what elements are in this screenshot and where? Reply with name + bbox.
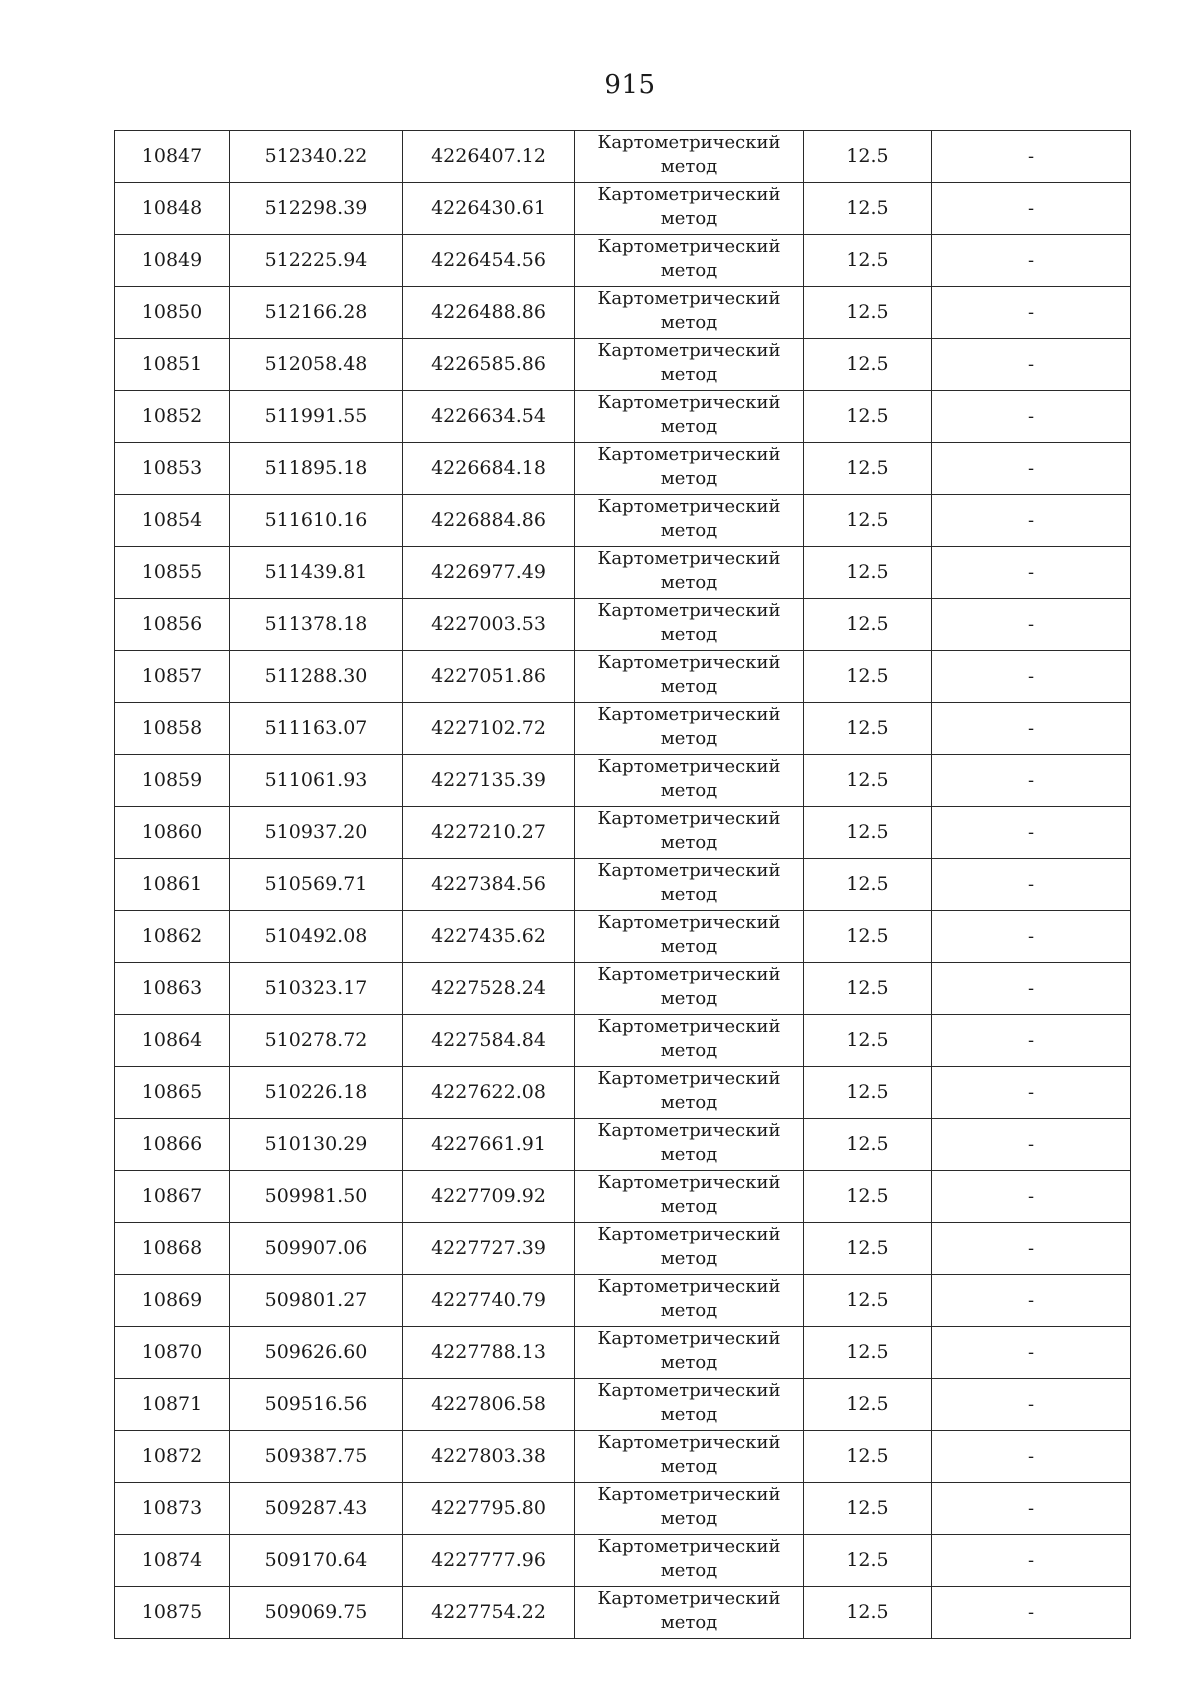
accuracy-cell: 12.5 (804, 755, 932, 807)
point-number-cell: 10849 (115, 235, 230, 287)
point-number-cell: 10866 (115, 1119, 230, 1171)
y-coordinate-cell: 4226488.86 (403, 287, 575, 339)
note-cell: - (932, 807, 1131, 859)
method-line-1: Картометрический (597, 392, 781, 413)
method-line-1: Картометрический (597, 1172, 781, 1193)
note-cell: - (932, 443, 1131, 495)
point-number-cell: 10858 (115, 703, 230, 755)
y-coordinate-cell: 4227661.91 (403, 1119, 575, 1171)
accuracy-cell: 12.5 (804, 235, 932, 287)
accuracy-cell: 12.5 (804, 651, 932, 703)
x-coordinate-cell: 509626.60 (230, 1327, 403, 1379)
x-coordinate-cell: 509801.27 (230, 1275, 403, 1327)
x-coordinate-cell: 512166.28 (230, 287, 403, 339)
table-row (115, 1327, 1131, 1379)
method-line-2: метод (660, 1040, 718, 1061)
x-coordinate-cell: 511163.07 (230, 703, 403, 755)
method-line-1: Картометрический (597, 548, 781, 569)
method-line-2: метод (660, 832, 718, 853)
note-cell: - (932, 1379, 1131, 1431)
method-line-2: метод (660, 1144, 718, 1165)
note-cell: - (932, 1223, 1131, 1275)
table-row (115, 1119, 1131, 1171)
x-coordinate-cell: 511610.16 (230, 495, 403, 547)
method-line-2: метод (660, 1612, 718, 1633)
table-row (115, 547, 1131, 599)
method-line-1: Картометрический (597, 1432, 781, 1453)
method-line-2: метод (660, 1404, 718, 1425)
method-line-2: метод (660, 728, 718, 749)
method-line-2: метод (660, 1456, 718, 1477)
note-cell: - (932, 183, 1131, 235)
accuracy-cell: 12.5 (804, 1535, 932, 1587)
table-row (115, 651, 1131, 703)
y-coordinate-cell: 4226585.86 (403, 339, 575, 391)
coordinates-table-body (115, 131, 1131, 1639)
note-cell: - (932, 599, 1131, 651)
note-cell: - (932, 1119, 1131, 1171)
note-cell: - (932, 339, 1131, 391)
method-cell (575, 391, 804, 443)
point-number-cell: 10874 (115, 1535, 230, 1587)
y-coordinate-cell: 4227754.22 (403, 1587, 575, 1639)
table-row (115, 807, 1131, 859)
method-line-2: метод (660, 260, 718, 281)
table-row (115, 183, 1131, 235)
accuracy-cell: 12.5 (804, 547, 932, 599)
note-cell: - (932, 1171, 1131, 1223)
accuracy-cell: 12.5 (804, 963, 932, 1015)
x-coordinate-cell: 511061.93 (230, 755, 403, 807)
accuracy-cell: 12.5 (804, 339, 932, 391)
method-line-1: Картометрический (597, 652, 781, 673)
method-line-2: метод (660, 1248, 718, 1269)
point-number-cell: 10872 (115, 1431, 230, 1483)
accuracy-cell: 12.5 (804, 807, 932, 859)
table-row (115, 1223, 1131, 1275)
table-row (115, 963, 1131, 1015)
note-cell: - (932, 391, 1131, 443)
note-cell: - (932, 1483, 1131, 1535)
accuracy-cell: 12.5 (804, 1431, 932, 1483)
method-line-2: метод (660, 520, 718, 541)
accuracy-cell: 12.5 (804, 703, 932, 755)
x-coordinate-cell: 510492.08 (230, 911, 403, 963)
y-coordinate-cell: 4227709.92 (403, 1171, 575, 1223)
point-number-cell: 10859 (115, 755, 230, 807)
accuracy-cell: 12.5 (804, 1587, 932, 1639)
x-coordinate-cell: 512058.48 (230, 339, 403, 391)
table-row (115, 1431, 1131, 1483)
table-row (115, 235, 1131, 287)
method-line-2: метод (660, 572, 718, 593)
method-cell (575, 1327, 804, 1379)
accuracy-cell: 12.5 (804, 859, 932, 911)
point-number-cell: 10868 (115, 1223, 230, 1275)
method-line-1: Картометрический (597, 600, 781, 621)
table-row (115, 1587, 1131, 1639)
point-number-cell: 10870 (115, 1327, 230, 1379)
method-cell (575, 1587, 804, 1639)
method-line-1: Картометрический (597, 912, 781, 933)
table-row (115, 703, 1131, 755)
note-cell: - (932, 287, 1131, 339)
note-cell: - (932, 911, 1131, 963)
point-number-cell: 10847 (115, 131, 230, 183)
point-number-cell: 10856 (115, 599, 230, 651)
x-coordinate-cell: 510569.71 (230, 859, 403, 911)
table-row (115, 1275, 1131, 1327)
method-cell (575, 443, 804, 495)
y-coordinate-cell: 4226407.12 (403, 131, 575, 183)
note-cell: - (932, 963, 1131, 1015)
table-row (115, 1379, 1131, 1431)
method-cell (575, 755, 804, 807)
method-line-2: метод (660, 1508, 718, 1529)
table-row (115, 1483, 1131, 1535)
note-cell: - (932, 651, 1131, 703)
x-coordinate-cell: 509170.64 (230, 1535, 403, 1587)
note-cell: - (932, 235, 1131, 287)
y-coordinate-cell: 4226430.61 (403, 183, 575, 235)
accuracy-cell: 12.5 (804, 1327, 932, 1379)
x-coordinate-cell: 509907.06 (230, 1223, 403, 1275)
x-coordinate-cell: 509287.43 (230, 1483, 403, 1535)
method-line-2: метод (660, 1300, 718, 1321)
table-row (115, 287, 1131, 339)
point-number-cell: 10864 (115, 1015, 230, 1067)
table-row (115, 1535, 1131, 1587)
point-number-cell: 10850 (115, 287, 230, 339)
note-cell: - (932, 1587, 1131, 1639)
y-coordinate-cell: 4227795.80 (403, 1483, 575, 1535)
note-cell: - (932, 1275, 1131, 1327)
method-cell (575, 1223, 804, 1275)
accuracy-cell: 12.5 (804, 443, 932, 495)
method-line-1: Картометрический (597, 1068, 781, 1089)
accuracy-cell: 12.5 (804, 183, 932, 235)
x-coordinate-cell: 512298.39 (230, 183, 403, 235)
note-cell: - (932, 1067, 1131, 1119)
method-line-1: Картометрический (597, 1120, 781, 1141)
method-cell (575, 339, 804, 391)
note-cell: - (932, 1327, 1131, 1379)
y-coordinate-cell: 4227788.13 (403, 1327, 575, 1379)
method-line-1: Картометрический (597, 704, 781, 725)
note-cell: - (932, 547, 1131, 599)
point-number-cell: 10853 (115, 443, 230, 495)
note-cell: - (932, 1431, 1131, 1483)
method-cell (575, 963, 804, 1015)
y-coordinate-cell: 4226977.49 (403, 547, 575, 599)
y-coordinate-cell: 4226884.86 (403, 495, 575, 547)
accuracy-cell: 12.5 (804, 1379, 932, 1431)
method-line-1: Картометрический (597, 1536, 781, 1557)
y-coordinate-cell: 4226454.56 (403, 235, 575, 287)
point-number-cell: 10875 (115, 1587, 230, 1639)
y-coordinate-cell: 4227584.84 (403, 1015, 575, 1067)
method-cell (575, 1275, 804, 1327)
method-line-2: метод (660, 312, 718, 333)
method-cell (575, 1379, 804, 1431)
method-cell (575, 651, 804, 703)
method-cell (575, 547, 804, 599)
method-cell (575, 1431, 804, 1483)
method-line-1: Картометрический (597, 1016, 781, 1037)
x-coordinate-cell: 511439.81 (230, 547, 403, 599)
method-line-2: метод (660, 884, 718, 905)
point-number-cell: 10867 (115, 1171, 230, 1223)
accuracy-cell: 12.5 (804, 1483, 932, 1535)
method-line-1: Картометрический (597, 1276, 781, 1297)
point-number-cell: 10857 (115, 651, 230, 703)
y-coordinate-cell: 4227622.08 (403, 1067, 575, 1119)
method-line-1: Картометрический (597, 756, 781, 777)
note-cell: - (932, 1015, 1131, 1067)
method-cell (575, 1015, 804, 1067)
point-number-cell: 10860 (115, 807, 230, 859)
y-coordinate-cell: 4227435.62 (403, 911, 575, 963)
accuracy-cell: 12.5 (804, 391, 932, 443)
point-number-cell: 10855 (115, 547, 230, 599)
accuracy-cell: 12.5 (804, 495, 932, 547)
x-coordinate-cell: 510278.72 (230, 1015, 403, 1067)
x-coordinate-cell: 510937.20 (230, 807, 403, 859)
accuracy-cell: 12.5 (804, 1171, 932, 1223)
method-cell (575, 235, 804, 287)
method-line-2: метод (660, 468, 718, 489)
table-row (115, 859, 1131, 911)
point-number-cell: 10852 (115, 391, 230, 443)
note-cell: - (932, 131, 1131, 183)
point-number-cell: 10871 (115, 1379, 230, 1431)
method-line-2: метод (660, 624, 718, 645)
method-cell (575, 599, 804, 651)
accuracy-cell: 12.5 (804, 1067, 932, 1119)
method-line-2: метод (660, 1092, 718, 1113)
accuracy-cell: 12.5 (804, 131, 932, 183)
method-line-1: Картометрический (597, 1328, 781, 1349)
point-number-cell: 10869 (115, 1275, 230, 1327)
method-cell (575, 1535, 804, 1587)
method-line-2: метод (660, 1196, 718, 1217)
note-cell: - (932, 703, 1131, 755)
accuracy-cell: 12.5 (804, 1275, 932, 1327)
method-line-1: Картометрический (597, 1224, 781, 1245)
point-number-cell: 10862 (115, 911, 230, 963)
table-row (115, 755, 1131, 807)
method-cell (575, 911, 804, 963)
method-cell (575, 1171, 804, 1223)
point-number-cell: 10854 (115, 495, 230, 547)
method-cell (575, 287, 804, 339)
x-coordinate-cell: 510226.18 (230, 1067, 403, 1119)
note-cell: - (932, 755, 1131, 807)
accuracy-cell: 12.5 (804, 1015, 932, 1067)
x-coordinate-cell: 509981.50 (230, 1171, 403, 1223)
accuracy-cell: 12.5 (804, 287, 932, 339)
method-cell (575, 495, 804, 547)
y-coordinate-cell: 4227528.24 (403, 963, 575, 1015)
method-cell (575, 183, 804, 235)
x-coordinate-cell: 512225.94 (230, 235, 403, 287)
point-number-cell: 10851 (115, 339, 230, 391)
table-row (115, 339, 1131, 391)
method-line-2: метод (660, 780, 718, 801)
method-line-2: метод (660, 936, 718, 957)
method-cell (575, 859, 804, 911)
method-line-1: Картометрический (597, 1380, 781, 1401)
accuracy-cell: 12.5 (804, 1119, 932, 1171)
method-cell (575, 1067, 804, 1119)
point-number-cell: 10861 (115, 859, 230, 911)
method-cell (575, 703, 804, 755)
y-coordinate-cell: 4227135.39 (403, 755, 575, 807)
method-line-1: Картометрический (597, 236, 781, 257)
note-cell: - (932, 859, 1131, 911)
method-line-1: Картометрический (597, 132, 781, 153)
table-row (115, 131, 1131, 183)
x-coordinate-cell: 509516.56 (230, 1379, 403, 1431)
table-row (115, 599, 1131, 651)
x-coordinate-cell: 509069.75 (230, 1587, 403, 1639)
method-line-2: метод (660, 208, 718, 229)
table-row (115, 1015, 1131, 1067)
point-number-cell: 10848 (115, 183, 230, 235)
point-number-cell: 10873 (115, 1483, 230, 1535)
note-cell: - (932, 1535, 1131, 1587)
table-row (115, 1171, 1131, 1223)
y-coordinate-cell: 4227727.39 (403, 1223, 575, 1275)
table-row (115, 495, 1131, 547)
x-coordinate-cell: 510130.29 (230, 1119, 403, 1171)
x-coordinate-cell: 511378.18 (230, 599, 403, 651)
table-row (115, 391, 1131, 443)
accuracy-cell: 12.5 (804, 599, 932, 651)
point-number-cell: 10863 (115, 963, 230, 1015)
method-line-2: метод (660, 1560, 718, 1581)
y-coordinate-cell: 4227102.72 (403, 703, 575, 755)
method-line-1: Картометрический (597, 964, 781, 985)
y-coordinate-cell: 4227003.53 (403, 599, 575, 651)
y-coordinate-cell: 4227384.56 (403, 859, 575, 911)
method-line-2: метод (660, 156, 718, 177)
y-coordinate-cell: 4227740.79 (403, 1275, 575, 1327)
method-line-1: Картометрический (597, 340, 781, 361)
table-row (115, 443, 1131, 495)
method-cell (575, 131, 804, 183)
method-line-1: Картометрический (597, 288, 781, 309)
y-coordinate-cell: 4227803.38 (403, 1431, 575, 1483)
note-cell: - (932, 495, 1131, 547)
method-line-2: метод (660, 1352, 718, 1373)
y-coordinate-cell: 4227777.96 (403, 1535, 575, 1587)
x-coordinate-cell: 510323.17 (230, 963, 403, 1015)
y-coordinate-cell: 4227210.27 (403, 807, 575, 859)
method-cell (575, 807, 804, 859)
coordinates-table (114, 130, 1131, 1639)
x-coordinate-cell: 511288.30 (230, 651, 403, 703)
method-line-1: Картометрический (597, 1484, 781, 1505)
table-row (115, 911, 1131, 963)
method-line-1: Картометрический (597, 1588, 781, 1609)
x-coordinate-cell: 512340.22 (230, 131, 403, 183)
method-line-2: метод (660, 364, 718, 385)
point-number-cell: 10865 (115, 1067, 230, 1119)
x-coordinate-cell: 511895.18 (230, 443, 403, 495)
y-coordinate-cell: 4226634.54 (403, 391, 575, 443)
method-cell (575, 1119, 804, 1171)
method-line-2: метод (660, 988, 718, 1009)
method-line-1: Картометрический (597, 496, 781, 517)
y-coordinate-cell: 4226684.18 (403, 443, 575, 495)
accuracy-cell: 12.5 (804, 911, 932, 963)
method-line-1: Картометрический (597, 860, 781, 881)
method-line-1: Картометрический (597, 808, 781, 829)
table-row (115, 1067, 1131, 1119)
y-coordinate-cell: 4227806.58 (403, 1379, 575, 1431)
method-line-1: Картометрический (597, 444, 781, 465)
accuracy-cell: 12.5 (804, 1223, 932, 1275)
x-coordinate-cell: 509387.75 (230, 1431, 403, 1483)
y-coordinate-cell: 4227051.86 (403, 651, 575, 703)
method-cell (575, 1483, 804, 1535)
method-line-2: метод (660, 416, 718, 437)
x-coordinate-cell: 511991.55 (230, 391, 403, 443)
page-number: 915 (604, 70, 656, 100)
method-line-2: метод (660, 676, 718, 697)
method-line-1: Картометрический (597, 184, 781, 205)
